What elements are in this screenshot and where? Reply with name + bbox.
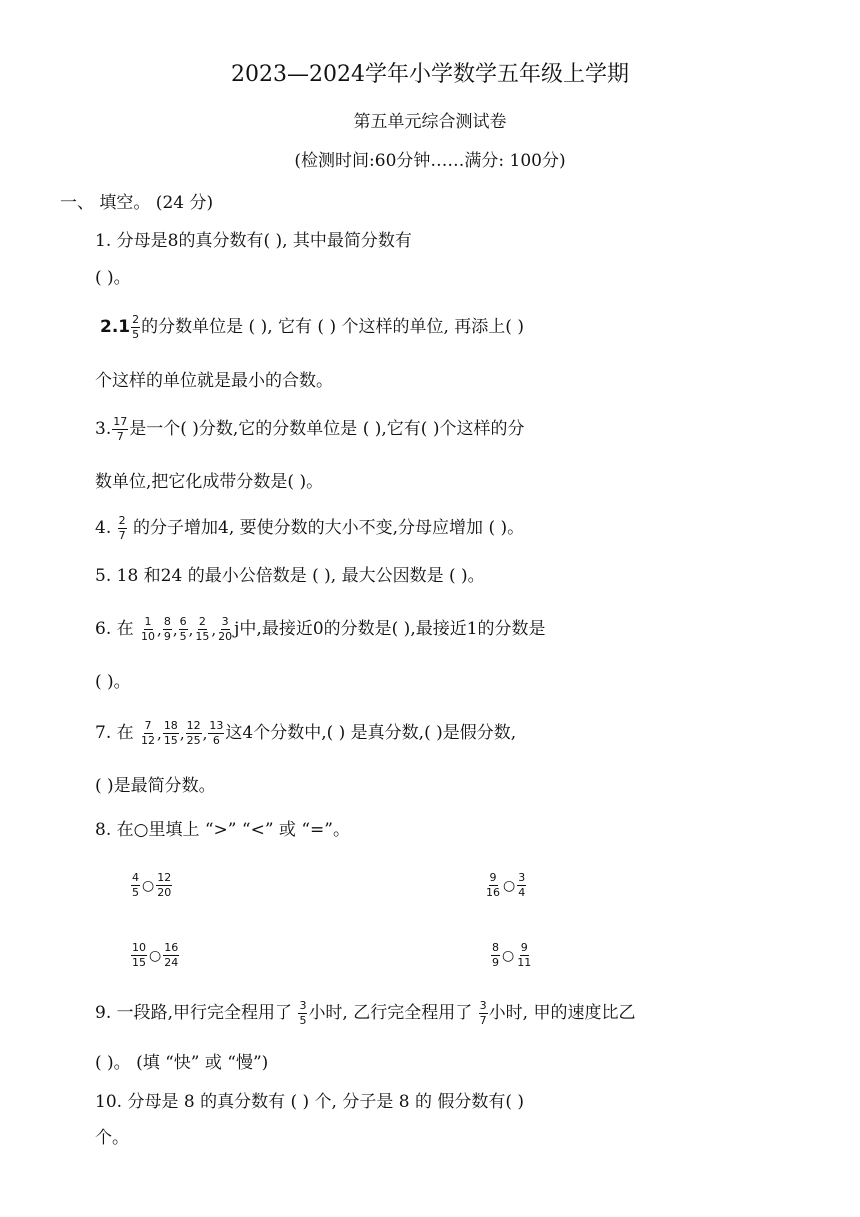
fraction: $\frac{4}{5}$ <box>132 871 139 899</box>
answer-circle[interactable]: ○ <box>142 877 155 894</box>
compare-item-2 <box>484 872 527 899</box>
answer-circle[interactable]: ○ <box>503 877 516 894</box>
exam-meta: (检测时间:60分钟……满分: 100分) <box>294 151 566 171</box>
question-7-line-1: 7. 在 $\frac{7}{12}$ , $\frac{18}{15}$ , $\frac{12}{25}$ , $\frac{13}{6}$ 这4个分数中,( ) 是真分数,( )是假分数, <box>95 719 517 747</box>
question-7-line-2: ( )是最简分数。 <box>95 776 216 796</box>
fraction: $\frac{9}{16}$ <box>486 871 500 899</box>
fraction: $\frac{16}{24}$ <box>164 941 179 969</box>
question-2-line-1 <box>100 314 524 341</box>
fraction: $\frac{9}{11}$ <box>517 941 532 969</box>
question-2-number: 2.1 <box>100 317 131 337</box>
question-1-line-1: 1. 分母是8的真分数有( ), 其中最简分数有 <box>95 231 412 251</box>
fraction: $\frac{2}{7}$ <box>118 514 126 542</box>
question-9-line-1: 9. 一段路,甲行完全程用了 $\frac{3}{5}$ 小时, 乙行完全程用了 $\frac{3}{7}$ 小时, 甲的速度比乙 <box>95 999 636 1027</box>
question-5: 5. 18 和24 的最小公倍数是 ( ), 最大公因数是 ( )。 <box>95 566 485 586</box>
fraction: $\frac{1}{10}$ <box>141 615 156 643</box>
question-6-line-2: ( )。 <box>95 672 131 692</box>
question-3-line-2: 数单位,把它化成带分数是( )。 <box>95 472 324 492</box>
question-2-text: 的分数单位是 ( ), 它有 ( ) 个这样的单位, 再添上( ) <box>141 317 524 337</box>
question-1-line-2: ( )。 <box>95 268 131 288</box>
fraction: $\frac{6}{5}$ <box>179 615 187 643</box>
section-heading: 一、 填空。 (24 分) <box>60 193 214 213</box>
question-10-line-1: 10. 分母是 8 的真分数有 ( ) 个, 分子是 8 的 假分数有( ) <box>95 1092 525 1112</box>
question-3-line-1: 3. $\frac{17}{7}$ 是一个( )分数,它的分数单位是 ( ),它有( )个这样的分 <box>95 415 525 443</box>
compare-item-1 <box>130 872 173 899</box>
answer-circle[interactable]: ○ <box>149 947 162 964</box>
question-9-line-2: ( )。 (填 “快” 或 “慢”) <box>95 1053 269 1073</box>
fraction: $\frac{7}{12}$ <box>141 719 156 747</box>
fraction: $\frac{3}{20}$ <box>218 615 233 643</box>
fraction: $\frac{8}{9}$ <box>163 615 171 643</box>
fraction: $\frac{3}{5}$ <box>299 999 307 1027</box>
fraction: $\frac{3}{7}$ <box>479 999 487 1027</box>
page-title: 2023—2024学年小学数学五年级上学期 <box>231 62 629 87</box>
question-4: 4. $\frac{2}{7}$ 的分子增加4, 要使分数的大小不变,分母应增加 ( )。 <box>95 514 525 542</box>
fraction: $\frac{3}{4}$ <box>518 871 526 899</box>
question-2-line-2: 个这样的单位就是最小的合数。 <box>95 371 333 391</box>
question-6-line-1: 6. 在 $\frac{1}{10}$ , $\frac{8}{9}$ , $\frac{6}{5}$ , $\frac{2}{15}$ , $\frac{3}{20}$ j中,最接近0的分数是( ),最接近1的分数是 <box>95 615 546 643</box>
fraction: $\frac{8}{9}$ <box>492 941 499 969</box>
question-3-text: 是一个( )分数,它的分数单位是 ( ),它有( )个这样的分 <box>129 419 525 439</box>
fraction: $\frac{12}{25}$ <box>186 719 201 747</box>
compare-item-3 <box>130 942 180 969</box>
fraction: $\frac{12}{20}$ <box>157 871 172 899</box>
question-10-line-2: 个。 <box>95 1128 129 1148</box>
fraction: $\frac{2}{15}$ <box>195 615 210 643</box>
fraction: $\frac{2}{5}$ <box>132 313 140 341</box>
fraction: $\frac{17}{7}$ <box>113 415 128 443</box>
fraction: $\frac{18}{15}$ <box>163 719 178 747</box>
compare-item-4 <box>490 942 533 969</box>
question-8: 8. 在○里填上 “>” “<” 或 “=”。 <box>95 820 350 840</box>
answer-circle[interactable]: ○ <box>502 947 515 964</box>
fraction: $\frac{10}{15}$ <box>132 941 146 969</box>
page-subtitle: 第五单元综合测试卷 <box>353 112 507 132</box>
fraction: $\frac{13}{6}$ <box>209 719 224 747</box>
